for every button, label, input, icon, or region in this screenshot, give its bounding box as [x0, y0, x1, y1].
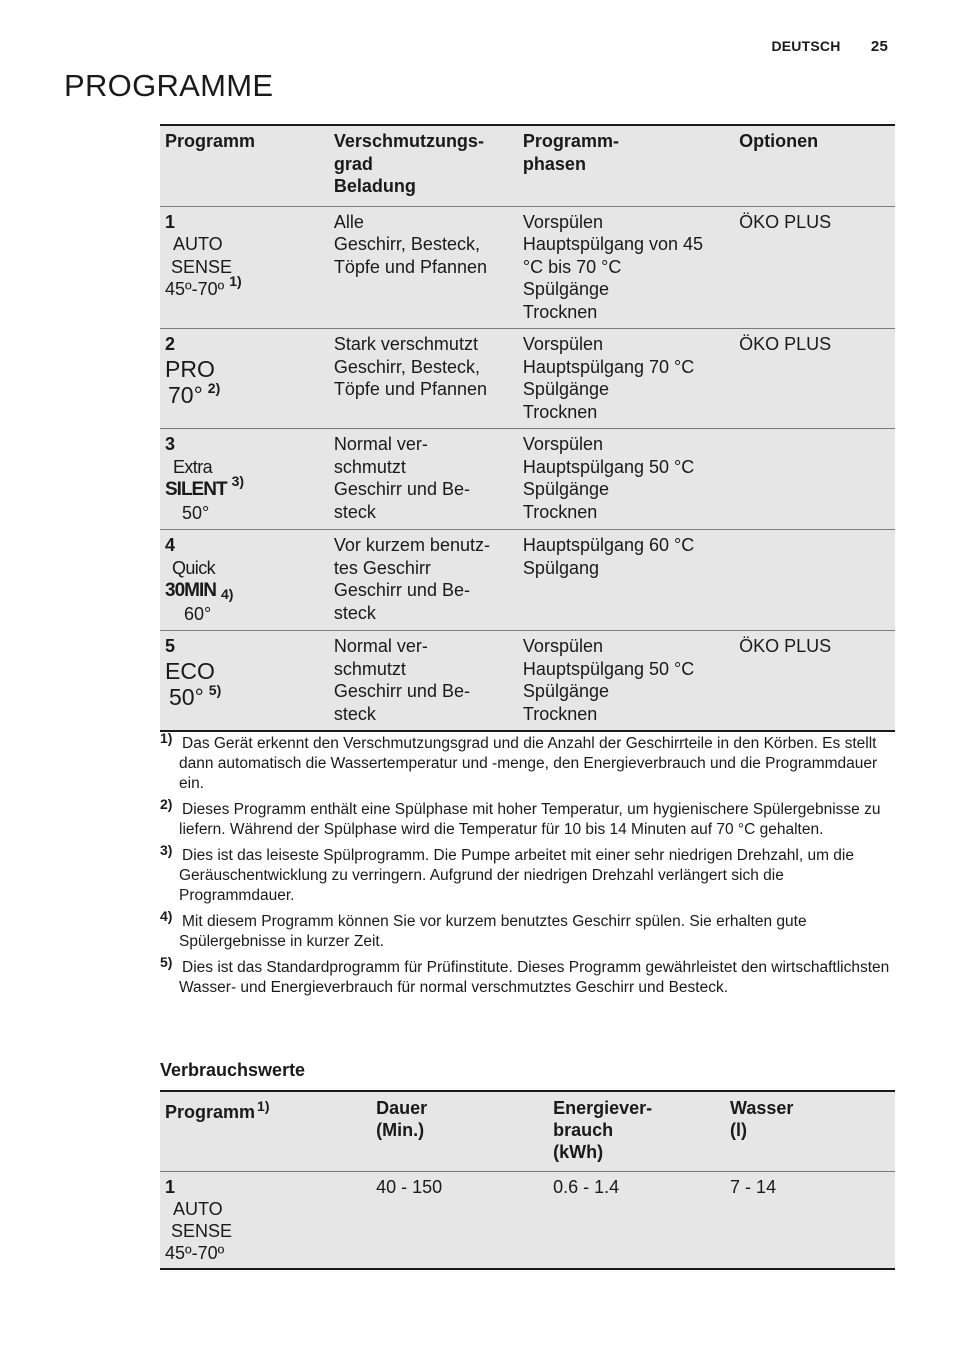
program-number: 1: [165, 211, 176, 232]
phases-cell: Vorspülen Hauptspülgang 50 °C Spülgänge Trocknen: [518, 429, 734, 530]
program-cell: [160, 631, 329, 732]
programs-table-header: [160, 125, 895, 206]
options-cell: ÖKO PLUS: [734, 631, 895, 732]
program-number: 4: [165, 535, 176, 555]
col-header-program: Programm $^{1)}$: [160, 1091, 371, 1172]
water-cell: 7 - 14: [725, 1172, 895, 1270]
footnote-3: 3) Dies ist das leiseste Spülprogramm. Die Pumpe arbeitet mit einer sehr niedrigen Drehzahl, um die Geräuschentwicklung zu verringern. Aufgrund der niedrigen Drehzahl verlängert sich die Programmdauer.: [160, 842, 854, 904]
table-row: [160, 206, 895, 329]
footnote-2: 2) Dieses Programm enthält eine Spülphase mit hoher Temperatur, um hygienischere Spülergebnisse zu liefern. Während der Spülphase wird die Temperatur für 10 bis 14 Minuten auf 70 °C gehalten.: [160, 796, 881, 838]
col-header-soil: Verschmutzungs- grad Beladung: [329, 125, 518, 206]
page-number: 25: [870, 38, 888, 55]
page-title: PROGRAMME: [64, 68, 274, 103]
footnote-5: 5) Dies ist das Standardprogramm für Prüfinstitute. Dieses Programm gewährleistet den wirtschaftlichsten Wasser- und Energieverbrauch für normal verschmutztes Geschirr und Besteck.: [160, 954, 890, 996]
col-header-energy: Energiever- brauch (kWh): [548, 1091, 725, 1172]
soil-cell: Alle Geschirr, Besteck, Töpfe und Pfannen: [329, 206, 518, 329]
soil-cell: Normal ver- schmutzt Geschirr und Be- steck: [329, 631, 518, 732]
options-cell: [734, 429, 895, 530]
program-cell: [160, 206, 329, 329]
program-label-extra-silent: Extra SILENT $^{3)}$ 50°: [165, 456, 245, 523]
col-header-water: Wasser (l): [725, 1091, 895, 1172]
options-cell: ÖKO PLUS: [734, 329, 895, 429]
programs-table: [160, 124, 895, 732]
program-number: 2: [165, 334, 176, 354]
footnote-4: 4) Mit diesem Programm können Sie vor kurzem benutztes Geschirr spülen. Sie erhalten gute Spülergebnisse in kurzer Zeit.: [160, 908, 807, 950]
table-row: [160, 1172, 895, 1270]
program-number: 1: [165, 1177, 176, 1197]
options-cell: ÖKO PLUS: [734, 206, 895, 329]
soil-cell: Vor kurzem benutz- tes Geschirr Geschirr und Be- steck: [329, 530, 518, 631]
header-language: DEUTSCH: [771, 38, 841, 54]
soil-cell: Normal ver- schmutzt Geschirr und Be- steck: [329, 429, 518, 530]
program-cell: [160, 429, 329, 530]
program-label-auto-sense: AUTO SENSE 45º-70º: [165, 1199, 233, 1263]
consumption-table-header: [160, 1091, 895, 1172]
program-label-eco: ECO 50° $^{5)}$: [165, 657, 222, 710]
consumption-heading: Verbrauchswerte: [160, 1060, 306, 1080]
program-cell: [160, 329, 329, 429]
soil-cell: Stark verschmutzt Geschirr, Besteck, Töpfe und Pfannen: [329, 329, 518, 429]
duration-cell: 40 - 150: [371, 1172, 548, 1270]
table-row: [160, 329, 895, 429]
table-row: [160, 631, 895, 732]
col-header-duration: Dauer (Min.): [371, 1091, 548, 1172]
footnote-ref: 5): [208, 681, 222, 698]
table-row: [160, 429, 895, 530]
footnote-ref: 4): [220, 586, 234, 602]
footnote-ref: 1): [257, 1098, 270, 1114]
page-header: [771, 38, 888, 55]
col-header-phases: Programm- phasen: [518, 125, 734, 206]
phases-cell: Vorspülen Hauptspülgang von 45 °C bis 70 °C Spülgänge Trocknen: [518, 206, 734, 329]
footnote-1: 1) Das Gerät erkennt den Verschmutzungsgrad und die Anzahl der Geschirrteile in den Körben. Es stellt dann automatisch die Wassertemperatur und -menge, den Energieverbrauch und die Programmdauer ein.: [160, 730, 878, 792]
table-row: [160, 530, 895, 631]
options-cell: [734, 530, 895, 631]
footnotes: [160, 730, 895, 1004]
program-number: 5: [165, 636, 176, 656]
program-number: 3: [165, 434, 176, 454]
phases-cell: Vorspülen Hauptspülgang 70 °C Spülgänge Trocknen: [518, 329, 734, 429]
col-header-options: Optionen: [734, 125, 895, 206]
footnote-ref: 2): [207, 379, 221, 396]
program-cell: [160, 530, 329, 631]
col-header-program: Programm: [160, 125, 329, 206]
consumption-table: [160, 1090, 895, 1270]
footnote-ref: 1): [229, 273, 242, 289]
program-cell: [160, 1172, 371, 1270]
energy-cell: 0.6 - 1.4: [548, 1172, 725, 1270]
phases-cell: Hauptspülgang 60 °C Spülgang: [518, 530, 734, 631]
program-label-quick-30min: Quick 30MIN 4) 60°: [165, 557, 234, 624]
program-label-pro: PRO 70° $^{2)}$: [165, 355, 221, 408]
phases-cell: Vorspülen Hauptspülgang 50 °C Spülgänge Trocknen: [518, 631, 734, 732]
footnote-ref: 3): [231, 473, 245, 489]
program-label-auto-sense: AUTO SENSE 45º-70º $^{1)}$: [165, 234, 242, 299]
